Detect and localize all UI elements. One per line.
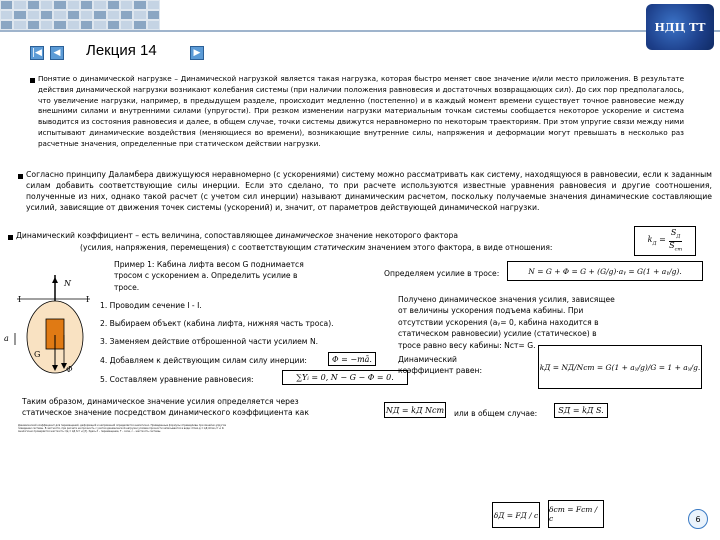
first-page-button[interactable] bbox=[30, 46, 44, 60]
page-number: 6 bbox=[695, 514, 701, 524]
equilibrium-formula: ∑Yᵢ = 0, N − G − Φ = 0. bbox=[282, 370, 408, 385]
nd-formula: NД = kД Nст bbox=[384, 402, 446, 418]
or-general-label: или в общем случае: bbox=[454, 409, 538, 418]
conclusion-line1: Таким образом, динамическое значение усилия определяется через bbox=[22, 397, 299, 406]
delta-st-formula: δст = Fст / c bbox=[548, 500, 604, 528]
page-title: Лекция 14 bbox=[86, 42, 157, 59]
first-page-icon: |◀ bbox=[32, 47, 42, 58]
sd-formula: SД = kД S. bbox=[554, 403, 608, 418]
arrowhead bbox=[52, 277, 58, 283]
logo-text: НДЦ ТТ bbox=[654, 20, 706, 34]
force-label: Определяем усилие в тросе: bbox=[384, 269, 500, 278]
kd-definition-2: (усилия, напряжения, перемещения) с соответствующим статическим значением этого фактора, в виде отношения: bbox=[80, 243, 553, 252]
step-5: 5. Составляем уравнение равновесия: bbox=[100, 375, 254, 384]
example-title: Пример 1: Кабина лифта весом G поднимается тросом с ускорением a. Определить усилие в тросе. bbox=[114, 260, 304, 292]
next-page-button[interactable] bbox=[190, 46, 204, 60]
kd-label: Динамический коэффициент равен: bbox=[398, 355, 483, 376]
label-G: G bbox=[34, 350, 41, 359]
label-Phi: Φ bbox=[66, 365, 73, 374]
kd-formula-box: $k_Д$ = $\frac{S_Д}{S_{ст}}$ bbox=[634, 226, 696, 256]
next-page-icon: ▶ bbox=[193, 47, 201, 58]
step-3: 3. Заменяем действие отброшенной части усилием N. bbox=[100, 337, 319, 346]
label-N: N bbox=[64, 279, 71, 288]
intro-paragraph: Понятие о динамической нагрузке – Динамической нагрузкой является такая нагрузка, которая быстро меняет свое значение и/или место приложения. В результате действия динамической нагрузки возникают колебания системы (при наличии положения равновесия и достаточных возвращающих сил). До сих пор предполагалось, что увеличение нагрузки, например, в предыдущем разделе, происходит медленно (постепенно) и в каждый момент времени существует точное равновесие между внешними силами и внутренними силами (упругости). При резком изменении нагрузки материальным точкам системы сообщается некоторое ускорение и система выводится из состояния равновесия и далее, в общем случае, точки системы движутся неравномерно по некоторым траекториям. При этом упругие связи между ними испытывают динамические воздействия (меняющиеся во времени), возникающие внутренние силы, напряжения и деформации могут превышать в несколько раз расчетные значения, определенные при статическом действии нагрузки. bbox=[38, 74, 684, 148]
footnote: Динамический коэффициент для перемещений, деформаций и напряжений определяется аналогично. Приведенные формулы справедливы при линейно-упругом поведении системы. В частности, при расчете на прочность с учетом динамической нагрузки условие прочности записывается в виде: σmax,д = kД σmax,ст ≤ R. Аналогично проверяется жесткость: δд = kД δст ≤ [δ]. Здесь δ – перемещение, F – сила, c – жесткость системы. bbox=[18, 424, 227, 434]
dalembert-paragraph: Согласно принципу Даламбера движущуюся неравномерно (с ускорениями) систему можно рассматривать как систему, находящуюся в равновесии, если к заданным силам добавить соответствующие силы инерции. Если это сделано, то при расчете используются известные уравнения равновесия и другие соотношения, полученные из них, однако такой расчет (с учетом сил инерции) называют динамическим расчетом, поскольку получаемые значения динамические составляющие усилий, зависящие от движения точек системы (ускорений) и, значит, от параметров действующей динамической нагрузки. bbox=[26, 170, 712, 213]
delta-d-formula: δД = FД / c bbox=[492, 502, 540, 528]
bullet-icon bbox=[30, 78, 35, 83]
label-I-right: I bbox=[86, 295, 90, 304]
force-formula: N = G + Φ = G + (G/g)·aᵧ = G(1 + aᵧ/g). bbox=[507, 261, 703, 281]
inertia-formula: Φ = −mā. bbox=[328, 352, 376, 366]
label-I-left: I bbox=[18, 295, 22, 304]
page-number-badge bbox=[688, 509, 708, 529]
prev-page-icon: ◀ bbox=[53, 47, 61, 58]
lift-diagram bbox=[12, 275, 92, 375]
bullet-icon bbox=[18, 174, 23, 179]
step-2: 2. Выбираем объект (кабина лифта, нижняя часть троса). bbox=[100, 319, 334, 328]
header-decoration bbox=[0, 0, 160, 30]
step-4: 4. Добавляем к действующим силам силу инерции: bbox=[100, 356, 307, 365]
bullet-icon bbox=[8, 235, 13, 240]
label-a: a bbox=[4, 334, 9, 343]
prev-page-button[interactable] bbox=[50, 46, 64, 60]
logo bbox=[646, 4, 714, 50]
header-line bbox=[0, 30, 720, 32]
conclusion-line2: статическое значение посредством динамического коэффициента как bbox=[22, 408, 309, 417]
step-1: 1. Проводим сечение I - I. bbox=[100, 301, 202, 310]
kd-definition: Динамический коэффициент – есть величина, сопоставляющее динамическое значение некоторого фактора bbox=[16, 231, 458, 240]
result-text: Получено динамическое значения усилия, зависящее от величины ускорения подъема кабины. При отсутствии ускорения (aᵧ= 0, кабина находится в статическом равновесии) усилие (статическое) в тросе равно весу кабины: Nст= G. bbox=[398, 295, 615, 350]
kd-result-formula: kД = NД/Nст = G(1 + aᵧ/g)/G = 1 + aᵧ/g. bbox=[538, 345, 702, 389]
